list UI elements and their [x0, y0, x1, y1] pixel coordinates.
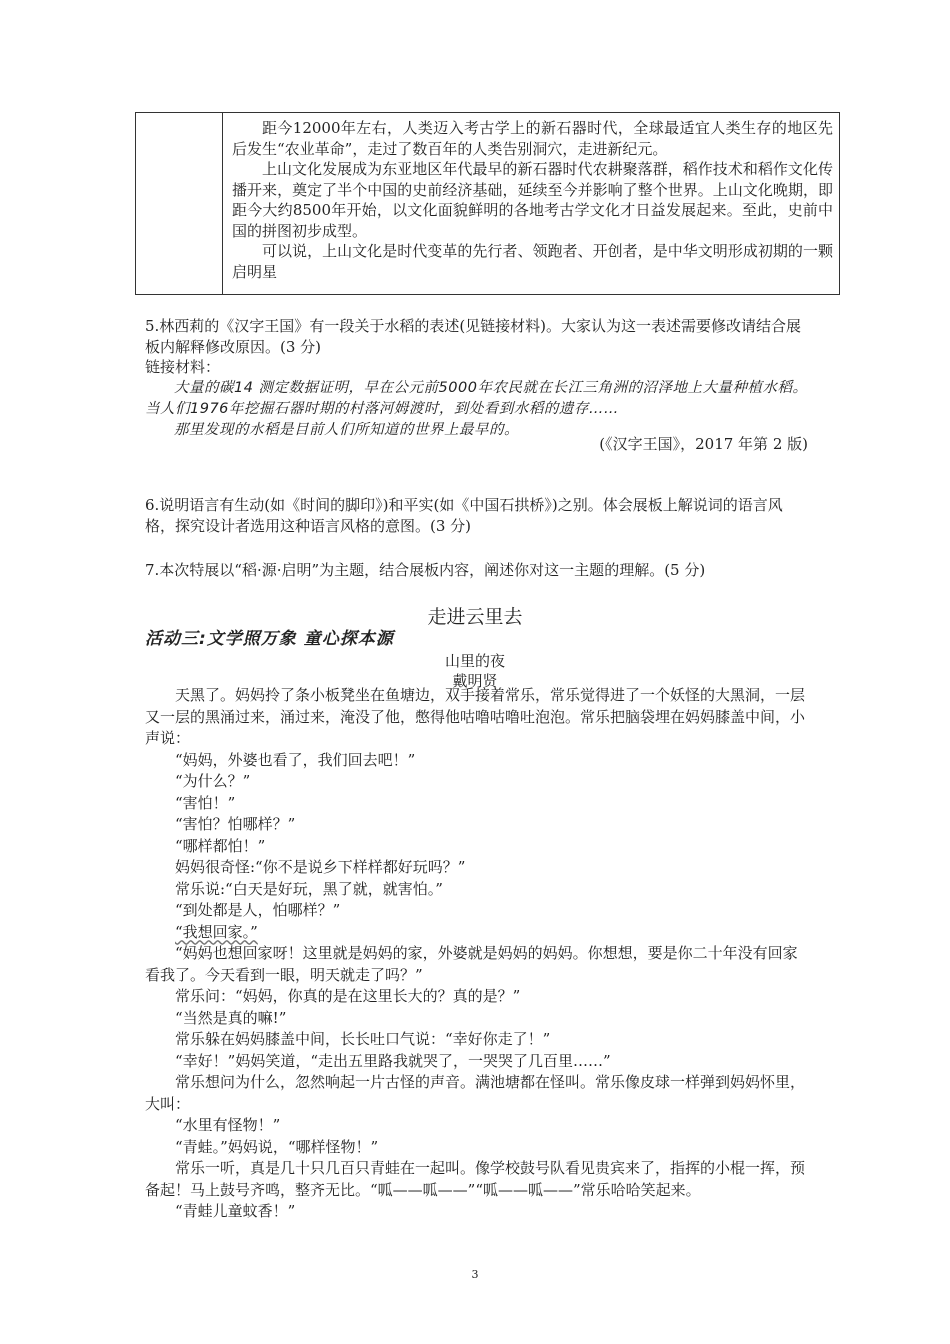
story-title: 山里的夜: [444, 652, 505, 670]
story-line: “水里有怪物！”: [175, 1116, 281, 1134]
link-material: [145, 378, 810, 441]
story-paragraph: 常乐一听，真是几十只几百只青蛙在一起叫。像学校鼓号队看见贵宾来了，指挥的小棍一挥，预备起！马上鼓号齐鸣，整齐无比。“呱——呱——”“呱——呱——”常乐哈哈笑起来。: [145, 1159, 806, 1199]
story-author: 戴明贤: [452, 672, 498, 690]
story-line: “为什么？”: [175, 772, 251, 790]
story-line: “当然是真的嘛!”: [175, 1008, 287, 1027]
link-material-paragraph: 那里发现的水稻是目前人们所知道的世界上最早的。: [174, 422, 519, 438]
story-line: 常乐问：“妈妈，你真的是在这里长大的？真的是？”: [175, 987, 521, 1005]
question-5-text: 5.林西莉的《汉字王国》有一段关于水稻的表述(见链接材料)。大家认为这一表述需要修改请结合展板内解释修改原因。(3 分): [145, 317, 802, 356]
link-material-label: 链接材料：: [145, 358, 221, 376]
table-content-cell: [232, 118, 833, 282]
question-7: [145, 560, 810, 581]
section-title: 走进云里去: [427, 606, 523, 628]
story-line: “妈妈，外婆也看了，我们回去吧！”: [175, 750, 416, 769]
story-line: 常乐躲在妈妈膝盖中间，长长吐口气说：“幸好你走了！”: [175, 1030, 551, 1048]
story-line: “青蛙儿童蚊香！”: [175, 1202, 296, 1220]
story-line: 妈妈很奇怪:“你不是说乡下样样都好玩吗？”: [175, 858, 466, 876]
activity-title: 活动三:文学照万象 童心探本源: [145, 629, 394, 649]
story-line: 常乐说:“白天是好玩，黑了就，就害怕。”: [175, 879, 443, 898]
story-line-wavy: [145, 922, 810, 944]
story-line: “到处都是人，怕哪样？”: [175, 901, 341, 919]
story-line: “哪样都怕！”: [175, 836, 266, 855]
question-7-text: 7.本次特展以“稻·源·启明”为主题，结合展板内容，阐述你对这一主题的理解。(5 分): [145, 561, 706, 579]
link-material-paragraph: 大量的碳14 测定数据证明，早在公元前5000年农民就在长江三角洲的沼泽地上大量种植水稻。当人们1976年挖掘石器时期的村落河姆渡时，到处看到水稻的遗存……: [145, 380, 808, 417]
story-paragraph: “妈妈也想回家呀！这里就是妈妈的家，外婆就是妈妈的妈妈。你想想，要是你二十年没有回家看我了。今天看到一眼，明天就走了吗？”: [145, 944, 798, 984]
table-paragraph: 距今12000年左右，人类迈入考古学上的新石器时代，全球最适宜人类生存的地区先后发生“农业革命”，走过了数百年的人类告别洞穴，走进新纪元。: [232, 119, 833, 158]
story-line: “害怕！”: [175, 793, 236, 812]
question-5: [145, 316, 810, 378]
page-number: 3: [471, 1268, 479, 1281]
table-paragraph: 可以说，上山文化是时代变革的先行者、领跑者、开创者，是中华文明形成初期的一颗启明星: [232, 242, 833, 281]
story-line: “幸好！”妈妈笑道，“走出五里路我就哭了，一哭哭了几百里……”: [175, 1051, 611, 1070]
material-source: (《汉字王国》，2017 年第 2 版): [599, 435, 808, 453]
table-divider: [222, 113, 223, 294]
story-line: “青蛙。”妈妈说，“哪样怪物！”: [175, 1137, 379, 1156]
question-6: [145, 495, 810, 536]
table-paragraph: 上山文化发展成为东亚地区年代最早的新石器时代农耕聚落群，稻作技术和稻作文化传播开来，奠定了半个中国的史前经济基础，延续至今并影响了整个世界。上山文化晚期，即距今大约8500年开始，以文化面貌鲜明的各地考古学文化才日益发展起来。至此，史前中国的拼图初步成型。: [232, 160, 833, 240]
wavy-underlined-text: “我想回家。”: [175, 922, 258, 941]
story-paragraph: 天黑了。妈妈拎了条小板凳坐在鱼塘边，双手接着常乐，常乐觉得进了一个妖怪的大黑洞，一层又一层的黑涌过来，涌过来，淹没了他，憋得他咕噜咕噜吐泡泡。常乐把脑袋埋在妈妈膝盖中间，小声说：: [145, 686, 806, 747]
story-paragraph: 常乐想问为什么，忽然响起一片古怪的声音。满池塘都在怪叫。常乐像皮球一样弹到妈妈怀里，大叫：: [145, 1073, 806, 1113]
material-table: [135, 112, 840, 295]
story-line: “害怕？怕哪样？”: [175, 815, 296, 833]
question-6-text: 6.说明语言有生动(如《时间的脚印》)和平实(如《中国石拱桥》)之别。体会展板上解说词的语言风格，探究设计者选用这种语言风格的意图。(3 分): [145, 496, 783, 535]
story-body: [145, 685, 810, 1223]
